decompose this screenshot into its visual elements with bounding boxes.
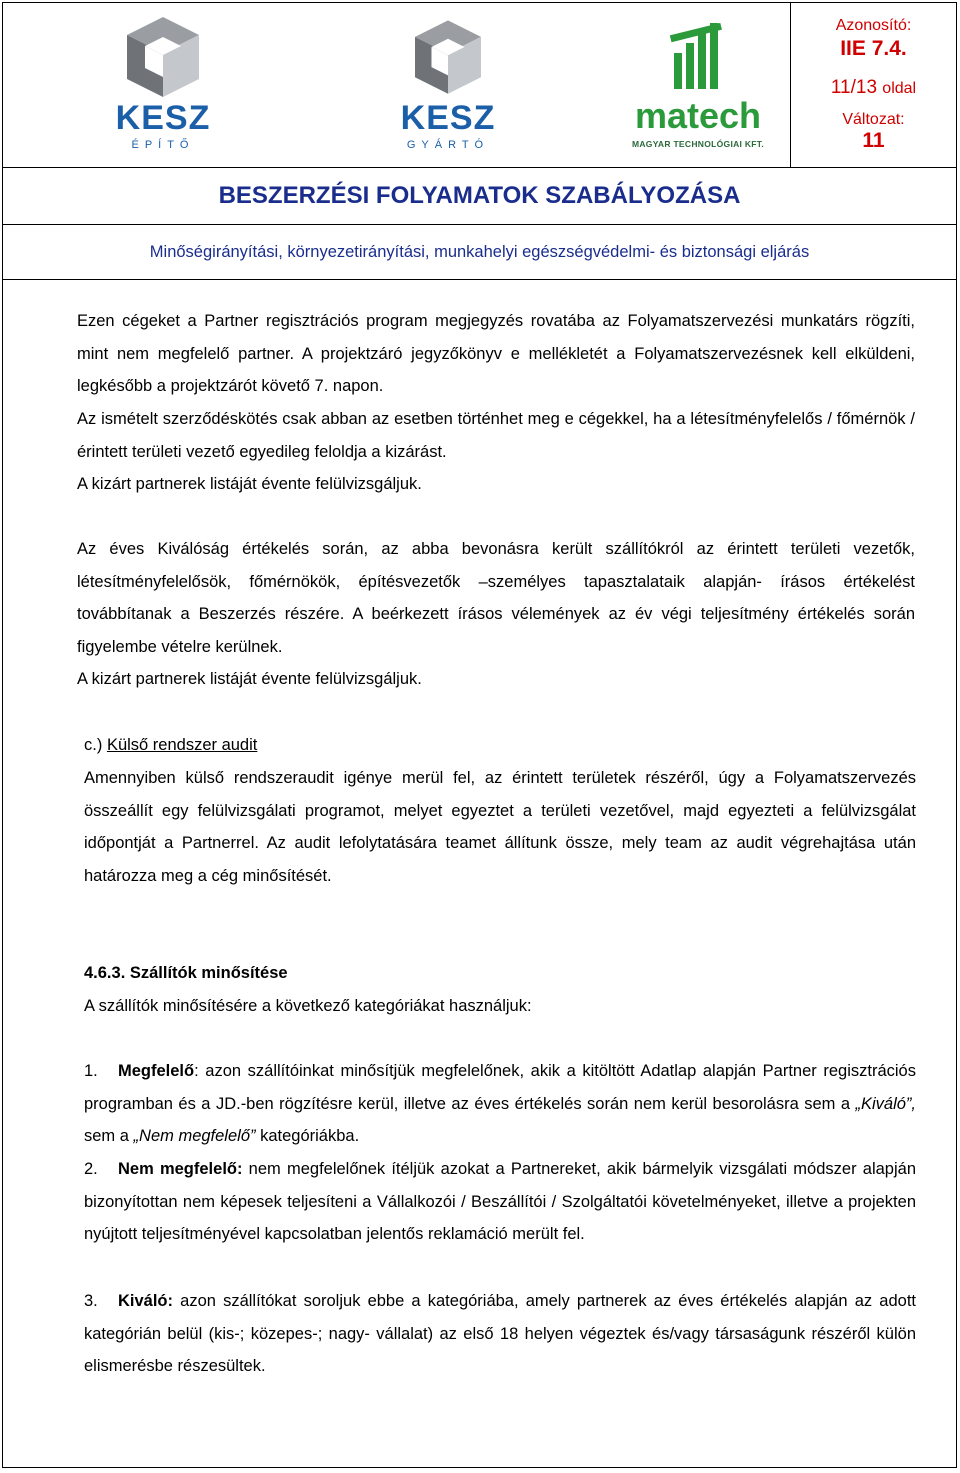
- section-intro: A szállítók minősítésére a következő kategóriákat használjuk:: [84, 997, 532, 1015]
- list-item: [84, 1153, 916, 1251]
- list-item-number: 3.: [84, 1292, 98, 1310]
- matech-logo: [628, 13, 768, 158]
- list-item-text: azon szállítókat soroljuk ebbe a kategóriába, amely partnerek az éves értékelés alapján az adott kategórián belül (kis-; közepes-; nagy- vállalat) az első 18 helyen végeztek és/vagy társaságunk részéről külön elismerésbe részesültek.: [84, 1292, 916, 1375]
- kesz-gyarto-logo: [393, 13, 503, 158]
- paragraph-4: Az éves Kiválóság értékelés során, az abba bevonásra került szállítókról az érintett területi vezetők, létesítményfelelősök, főmérnökök, építésvezetők –személyes tapasztalataik alapján- írásos értékelést továbbítanak a Beszerzés részére. A beérkezett írásos vélemények az év végi teljesítmény értékelés során figyelembe vételre kerülnek.: [77, 540, 915, 656]
- list-item: [84, 1285, 916, 1383]
- paragraph-1: Ezen cégeket a Partner regisztrációs program megjegyzés rovatába az Folyamatszervezési munkatárs rögzíti, mint nem megfelelő partner. A projektzáró jegyzőkönyv e mellékletét a Folyamatszervezésnek kell elküldeni, legkésőbb a projektzárót követő 7. napon.: [77, 312, 915, 395]
- kesz-cube-icon: [103, 13, 223, 103]
- logo-subtitle: ÉPÍTŐ: [131, 139, 195, 151]
- list-item-label: Megfelelő: [118, 1062, 195, 1080]
- list-item-number: 2.: [84, 1160, 98, 1178]
- list-item-text: azon szállítóinkat minősítjük megfelelőnek, akik a kitöltött Adatlap alapján Partner regisztrációs programban és a JD.-ben rögzítésre kerül, illetve az éves értékelés során nem kerül besorolásra sem a: [84, 1062, 916, 1113]
- list-item-italic: „Nem megfelelő”: [133, 1127, 256, 1145]
- version-value: 11: [862, 129, 885, 152]
- kesz-cube-icon: [393, 13, 503, 103]
- list-item-italic: „Kiváló”,: [855, 1094, 916, 1113]
- page-suffix: oldal: [882, 80, 917, 97]
- document-id-box: [791, 3, 957, 168]
- paragraph-audit: Amennyiben külső rendszeraudit igénye merül fel, az érintett területek részéről, úgy a Folyamatszervezés összeállít egy felülvizsgálati programot, melyet egyeztet a területi vezetővel, majd egyezteti a felülvizsgálat időpontját a Partnerrel. Az audit lefolytatására teamet állítunk össze, mely team az audit végrehajtása után határozza meg a cég minősítését.: [84, 769, 916, 885]
- logo-name: KESZ: [115, 99, 211, 137]
- document-header: [2, 2, 957, 280]
- page-count: 11/13: [830, 77, 878, 98]
- logo-subtitle: MAGYAR TECHNOLÓGIAI KFT.: [631, 139, 765, 149]
- list-item-text: sem a: [84, 1127, 134, 1145]
- audit-prefix: c.): [84, 736, 103, 754]
- audit-title: Külső rendszer audit: [106, 736, 258, 754]
- list-item-label: Kiváló:: [118, 1292, 174, 1310]
- document-subtitle: Minőségirányítási, környezetirányítási, munkahelyi egészségvédelmi- és biztonsági eljárás: [3, 225, 957, 280]
- paragraph-3: A kizárt partnerek listáját évente felülvizsgáljuk.: [77, 475, 422, 493]
- audit-heading: [84, 729, 916, 762]
- section-heading: 4.6.3. Szállítók minősítése: [84, 964, 288, 982]
- logo-name: KESZ: [400, 99, 496, 137]
- id-value: IIE 7.4.: [840, 37, 907, 60]
- version-label: Változat:: [842, 111, 905, 128]
- logo-subtitle: GYÁRTÓ: [406, 139, 490, 151]
- paragraph-2: Az ismételt szerződéskötés csak abban az esetben történhet meg e cégekkel, ha a létesítményfelelős / főmérnök / érintett területi vezető egyedileg feloldja a kizárást.: [77, 410, 915, 461]
- list-item-text: kategóriákba.: [255, 1127, 360, 1145]
- list-item-text: nem megfelelőnek ítéljük azokat a Partnereket, akik bármelyik vizsgálati módszer alapján bizonyítottan nem képesek teljesíteni a Vállalkozói / Beszállítói / Szolgáltatói követelményeket, illetve a projekten nyújtott teljesítményével kapcsolatban jelentős reklamáció merült fel.: [84, 1160, 916, 1243]
- kesz-epito-logo: [103, 13, 223, 158]
- list-item-label: Nem megfelelő:: [118, 1160, 243, 1178]
- list-item: [84, 1055, 916, 1153]
- id-label: Azonosító:: [835, 17, 912, 34]
- paragraph-5: A kizárt partnerek listáját évente felülvizsgáljuk.: [77, 670, 422, 688]
- matech-bars-icon: [628, 13, 768, 93]
- page-number: [791, 77, 956, 99]
- logo-name: matech: [634, 95, 762, 136]
- list-item-number: 1.: [84, 1062, 98, 1080]
- document-title: BESZERZÉSI FOLYAMATOK SZABÁLYOZÁSA: [3, 168, 957, 225]
- list-item-sep: :: [194, 1062, 199, 1080]
- logo-area: [3, 3, 791, 168]
